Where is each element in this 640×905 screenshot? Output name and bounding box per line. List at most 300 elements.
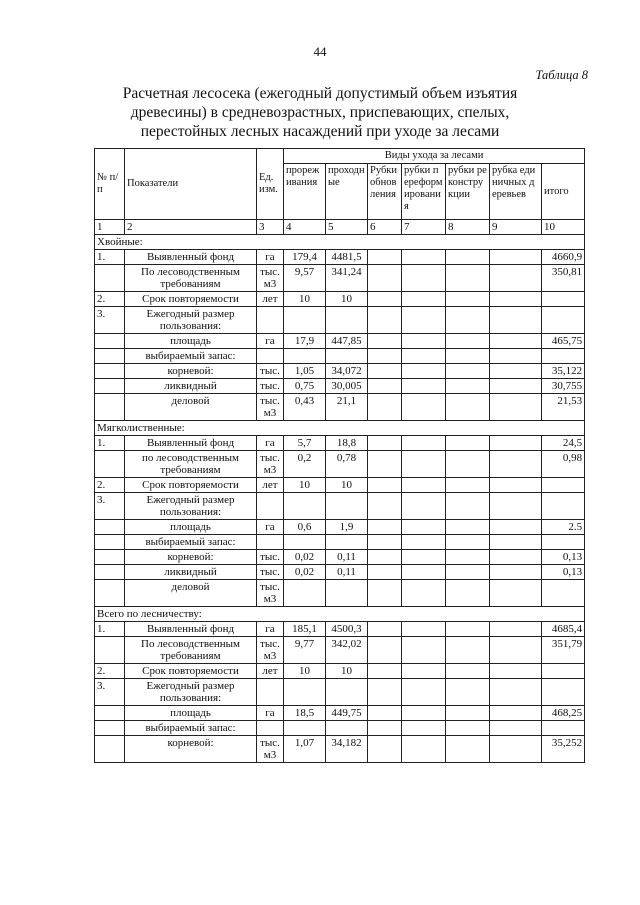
table-row — [95, 520, 585, 535]
value-renewal — [368, 736, 402, 763]
value-reformation — [402, 550, 446, 565]
value-passage: 4500,3 — [326, 622, 368, 637]
value-reformation — [402, 565, 446, 580]
value-thinning: 179,4 — [284, 250, 326, 265]
colnum: 2 — [125, 220, 257, 235]
value-renewal — [368, 334, 402, 349]
value-reconstruction — [446, 394, 490, 421]
value-passage: 4481,5 — [326, 250, 368, 265]
row-indicator: по лесоводственным требованиям — [125, 451, 257, 478]
value-reformation — [402, 307, 446, 334]
value-total: 468,25 — [542, 706, 585, 721]
value-total: 35,252 — [542, 736, 585, 763]
value-reformation — [402, 721, 446, 736]
value-renewal — [368, 679, 402, 706]
colnum: 4 — [284, 220, 326, 235]
row-unit: га — [257, 250, 284, 265]
header-c9: рубка единичных деревьев — [490, 164, 542, 220]
table-row — [95, 721, 585, 736]
row-number — [95, 349, 125, 364]
row-indicator: ликвидный — [125, 379, 257, 394]
value-total — [542, 493, 585, 520]
row-unit: тыс. м3 — [257, 637, 284, 664]
header-c7: рубки переформирования — [402, 164, 446, 220]
table-row — [95, 580, 585, 607]
row-indicator: По лесоводственным требованиям — [125, 265, 257, 292]
value-thinning — [284, 493, 326, 520]
row-unit: тыс. — [257, 550, 284, 565]
value-single-trees — [490, 451, 542, 478]
value-passage: 10 — [326, 664, 368, 679]
colnum: 9 — [490, 220, 542, 235]
table-row — [95, 451, 585, 478]
section-title-row — [95, 235, 585, 250]
value-passage: 1,9 — [326, 520, 368, 535]
colnum: 5 — [326, 220, 368, 235]
value-thinning: 0,02 — [284, 550, 326, 565]
row-indicator: ликвидный — [125, 565, 257, 580]
value-passage — [326, 307, 368, 334]
value-renewal — [368, 664, 402, 679]
value-single-trees — [490, 565, 542, 580]
value-renewal — [368, 307, 402, 334]
value-single-trees — [490, 622, 542, 637]
table-row — [95, 307, 585, 334]
value-thinning — [284, 721, 326, 736]
value-renewal — [368, 580, 402, 607]
value-reformation — [402, 637, 446, 664]
section-title-row — [95, 607, 585, 622]
value-renewal — [368, 565, 402, 580]
value-thinning: 10 — [284, 664, 326, 679]
value-single-trees — [490, 307, 542, 334]
row-number: 2. — [95, 478, 125, 493]
value-renewal — [368, 622, 402, 637]
row-unit — [257, 721, 284, 736]
table-row — [95, 565, 585, 580]
value-passage: 342,02 — [326, 637, 368, 664]
table-row — [95, 535, 585, 550]
section-title-row — [95, 421, 585, 436]
value-renewal — [368, 436, 402, 451]
value-single-trees — [490, 436, 542, 451]
row-unit: лет — [257, 664, 284, 679]
value-total — [542, 478, 585, 493]
row-unit: лет — [257, 478, 284, 493]
table-row — [95, 349, 585, 364]
value-passage: 449,75 — [326, 706, 368, 721]
value-thinning: 17,9 — [284, 334, 326, 349]
row-unit: га — [257, 520, 284, 535]
value-thinning: 1,07 — [284, 736, 326, 763]
table-row — [95, 265, 585, 292]
value-single-trees — [490, 379, 542, 394]
value-thinning — [284, 679, 326, 706]
value-passage — [326, 721, 368, 736]
value-single-trees — [490, 364, 542, 379]
header-c10: итого — [542, 164, 585, 220]
value-reformation — [402, 535, 446, 550]
value-renewal — [368, 637, 402, 664]
value-total: 351,79 — [542, 637, 585, 664]
value-thinning: 0,2 — [284, 451, 326, 478]
value-renewal — [368, 250, 402, 265]
colnum: 8 — [446, 220, 490, 235]
row-unit: лет — [257, 292, 284, 307]
row-number — [95, 550, 125, 565]
value-reconstruction — [446, 265, 490, 292]
value-total: 35,122 — [542, 364, 585, 379]
row-unit: тыс. м3 — [257, 451, 284, 478]
value-total — [542, 292, 585, 307]
value-single-trees — [490, 265, 542, 292]
value-thinning: 0,6 — [284, 520, 326, 535]
value-passage: 21,1 — [326, 394, 368, 421]
value-total — [542, 721, 585, 736]
row-unit: тыс. — [257, 379, 284, 394]
row-unit: тыс. м3 — [257, 394, 284, 421]
value-reformation — [402, 349, 446, 364]
value-passage: 34,072 — [326, 364, 368, 379]
value-reformation — [402, 394, 446, 421]
value-passage: 0,11 — [326, 565, 368, 580]
row-indicator: Выявленный фонд — [125, 436, 257, 451]
value-reformation — [402, 478, 446, 493]
value-thinning — [284, 535, 326, 550]
header-group: Виды ухода за лесами — [284, 149, 585, 164]
value-passage: 34,182 — [326, 736, 368, 763]
table-row — [95, 493, 585, 520]
value-reformation — [402, 364, 446, 379]
value-renewal — [368, 535, 402, 550]
row-number: 3. — [95, 679, 125, 706]
value-reconstruction — [446, 721, 490, 736]
value-reformation — [402, 334, 446, 349]
value-thinning: 10 — [284, 292, 326, 307]
row-indicator: выбираемый запас: — [125, 535, 257, 550]
document-title: Расчетная лесосека (ежегодный допустимый объем изъятия древесины) в средневозрастных, приспевающих, спелых, перестойных лесных насаждений при уходе за лесами — [122, 85, 518, 140]
value-passage: 10 — [326, 292, 368, 307]
value-reformation — [402, 520, 446, 535]
row-number: 1. — [95, 622, 125, 637]
row-number — [95, 334, 125, 349]
value-reconstruction — [446, 622, 490, 637]
row-number: 1. — [95, 436, 125, 451]
value-reconstruction — [446, 736, 490, 763]
value-single-trees — [490, 520, 542, 535]
value-single-trees — [490, 535, 542, 550]
value-single-trees — [490, 550, 542, 565]
row-unit — [257, 307, 284, 334]
colnum: 7 — [402, 220, 446, 235]
value-total: 24,5 — [542, 436, 585, 451]
value-single-trees — [490, 736, 542, 763]
value-renewal — [368, 520, 402, 535]
row-indicator: Выявленный фонд — [125, 250, 257, 265]
value-thinning — [284, 580, 326, 607]
value-total — [542, 535, 585, 550]
value-renewal — [368, 493, 402, 520]
colnum: 10 — [542, 220, 585, 235]
value-thinning: 185,1 — [284, 622, 326, 637]
value-renewal — [368, 364, 402, 379]
value-renewal — [368, 706, 402, 721]
row-indicator: площадь — [125, 520, 257, 535]
row-number: 1. — [95, 250, 125, 265]
value-single-trees — [490, 664, 542, 679]
header-num: № п/п — [95, 149, 125, 220]
value-total: 0,13 — [542, 550, 585, 565]
section-title: Всего по лесничеству: — [95, 607, 585, 622]
table-row — [95, 706, 585, 721]
row-number — [95, 580, 125, 607]
value-passage: 30,005 — [326, 379, 368, 394]
value-thinning: 5,7 — [284, 436, 326, 451]
value-reconstruction — [446, 451, 490, 478]
row-unit: тыс. м3 — [257, 265, 284, 292]
value-reformation — [402, 736, 446, 763]
row-unit: тыс. — [257, 364, 284, 379]
row-unit — [257, 493, 284, 520]
value-single-trees — [490, 580, 542, 607]
table-row — [95, 736, 585, 763]
row-unit: га — [257, 436, 284, 451]
row-indicator: площадь — [125, 334, 257, 349]
table-row — [95, 622, 585, 637]
table-row — [95, 478, 585, 493]
table-row — [95, 334, 585, 349]
value-reconstruction — [446, 334, 490, 349]
value-single-trees — [490, 721, 542, 736]
table-row — [95, 364, 585, 379]
row-indicator: Выявленный фонд — [125, 622, 257, 637]
colnum: 6 — [368, 220, 402, 235]
value-reconstruction — [446, 535, 490, 550]
value-reconstruction — [446, 250, 490, 265]
row-unit — [257, 535, 284, 550]
value-thinning — [284, 349, 326, 364]
header-c8: рубки реконструкции — [446, 164, 490, 220]
row-indicator: Срок повторяемости — [125, 664, 257, 679]
value-single-trees — [490, 637, 542, 664]
value-total: 21,53 — [542, 394, 585, 421]
value-single-trees — [490, 292, 542, 307]
row-indicator: Срок повторяемости — [125, 478, 257, 493]
value-passage — [326, 349, 368, 364]
value-reformation — [402, 679, 446, 706]
value-single-trees — [490, 679, 542, 706]
value-total: 2.5 — [542, 520, 585, 535]
value-reconstruction — [446, 637, 490, 664]
value-passage: 10 — [326, 478, 368, 493]
row-number — [95, 379, 125, 394]
value-reconstruction — [446, 307, 490, 334]
row-unit: тыс. — [257, 565, 284, 580]
value-total: 30,755 — [542, 379, 585, 394]
value-passage: 341,24 — [326, 265, 368, 292]
row-number — [95, 265, 125, 292]
value-single-trees — [490, 349, 542, 364]
value-thinning — [284, 307, 326, 334]
table-row — [95, 550, 585, 565]
table-row — [95, 637, 585, 664]
row-indicator: корневой: — [125, 550, 257, 565]
value-single-trees — [490, 478, 542, 493]
value-reformation — [402, 706, 446, 721]
row-indicator: выбираемый запас: — [125, 721, 257, 736]
row-indicator: По лесоводственным требованиям — [125, 637, 257, 664]
section-title: Мягколиственные: — [95, 421, 585, 436]
table-row — [95, 679, 585, 706]
row-indicator: Ежегодный размер пользования: — [125, 493, 257, 520]
table-label: Таблица 8 — [535, 68, 588, 82]
header-row-1 — [95, 149, 585, 164]
value-passage: 447,85 — [326, 334, 368, 349]
value-reconstruction — [446, 580, 490, 607]
value-reconstruction — [446, 478, 490, 493]
value-reformation — [402, 451, 446, 478]
value-renewal — [368, 550, 402, 565]
value-renewal — [368, 265, 402, 292]
row-unit: га — [257, 334, 284, 349]
row-indicator: корневой: — [125, 736, 257, 763]
value-reconstruction — [446, 349, 490, 364]
value-passage — [326, 580, 368, 607]
header-c5: проходные — [326, 164, 368, 220]
value-total — [542, 307, 585, 334]
row-number — [95, 451, 125, 478]
table-row — [95, 436, 585, 451]
value-single-trees — [490, 394, 542, 421]
value-thinning: 9,77 — [284, 637, 326, 664]
row-unit: га — [257, 622, 284, 637]
row-number: 3. — [95, 493, 125, 520]
value-renewal — [368, 292, 402, 307]
value-total: 0,98 — [542, 451, 585, 478]
value-thinning: 10 — [284, 478, 326, 493]
row-indicator: Ежегодный размер пользования: — [125, 307, 257, 334]
value-reformation — [402, 265, 446, 292]
value-total — [542, 580, 585, 607]
row-number — [95, 706, 125, 721]
value-total — [542, 664, 585, 679]
value-total: 465,75 — [542, 334, 585, 349]
value-passage — [326, 493, 368, 520]
forest-felling-table — [94, 148, 585, 763]
header-c6: Рубки обновления — [368, 164, 402, 220]
row-number — [95, 520, 125, 535]
row-indicator: площадь — [125, 706, 257, 721]
row-indicator: выбираемый запас: — [125, 349, 257, 364]
value-renewal — [368, 349, 402, 364]
row-number — [95, 565, 125, 580]
table-row — [95, 292, 585, 307]
value-passage — [326, 535, 368, 550]
value-thinning: 0,02 — [284, 565, 326, 580]
value-single-trees — [490, 493, 542, 520]
section-title: Хвойные: — [95, 235, 585, 250]
value-passage: 0,11 — [326, 550, 368, 565]
row-number — [95, 535, 125, 550]
value-reconstruction — [446, 550, 490, 565]
row-indicator: Ежегодный размер пользования: — [125, 679, 257, 706]
header-unit: Ед. изм. — [257, 149, 284, 220]
row-indicator: деловой — [125, 394, 257, 421]
header-c4: прореживания — [284, 164, 326, 220]
row-unit: тыс. м3 — [257, 736, 284, 763]
column-number-row — [95, 220, 585, 235]
value-passage: 0,78 — [326, 451, 368, 478]
value-reconstruction — [446, 292, 490, 307]
value-reconstruction — [446, 520, 490, 535]
colnum: 1 — [95, 220, 125, 235]
value-thinning: 0,75 — [284, 379, 326, 394]
row-unit: га — [257, 706, 284, 721]
table-row — [95, 394, 585, 421]
row-unit — [257, 679, 284, 706]
value-renewal — [368, 721, 402, 736]
value-single-trees — [490, 250, 542, 265]
value-reconstruction — [446, 379, 490, 394]
header-indicators: Показатели — [125, 149, 257, 220]
colnum: 3 — [257, 220, 284, 235]
row-number — [95, 721, 125, 736]
value-total: 4660,9 — [542, 250, 585, 265]
value-total — [542, 349, 585, 364]
page-number: 44 — [313, 44, 327, 59]
row-number — [95, 394, 125, 421]
value-reconstruction — [446, 493, 490, 520]
row-number — [95, 637, 125, 664]
row-number — [95, 364, 125, 379]
value-reconstruction — [446, 679, 490, 706]
value-reconstruction — [446, 565, 490, 580]
value-thinning: 18,5 — [284, 706, 326, 721]
row-unit: тыс. м3 — [257, 580, 284, 607]
table-row — [95, 379, 585, 394]
row-indicator: корневой: — [125, 364, 257, 379]
value-reconstruction — [446, 364, 490, 379]
value-total: 350,81 — [542, 265, 585, 292]
table-row — [95, 250, 585, 265]
row-number: 2. — [95, 292, 125, 307]
value-total: 4685,4 — [542, 622, 585, 637]
value-thinning: 1,05 — [284, 364, 326, 379]
row-indicator: Срок повторяемости — [125, 292, 257, 307]
value-reformation — [402, 664, 446, 679]
value-thinning: 9,57 — [284, 265, 326, 292]
value-renewal — [368, 451, 402, 478]
row-unit — [257, 349, 284, 364]
value-reformation — [402, 580, 446, 607]
value-renewal — [368, 478, 402, 493]
table-row — [95, 664, 585, 679]
value-passage — [326, 679, 368, 706]
value-renewal — [368, 394, 402, 421]
value-reformation — [402, 292, 446, 307]
value-single-trees — [490, 334, 542, 349]
row-number — [95, 736, 125, 763]
value-reformation — [402, 379, 446, 394]
value-reconstruction — [446, 436, 490, 451]
value-thinning: 0,43 — [284, 394, 326, 421]
value-reformation — [402, 436, 446, 451]
value-reformation — [402, 250, 446, 265]
value-total — [542, 679, 585, 706]
value-reformation — [402, 493, 446, 520]
value-passage: 18,8 — [326, 436, 368, 451]
value-total: 0,13 — [542, 565, 585, 580]
